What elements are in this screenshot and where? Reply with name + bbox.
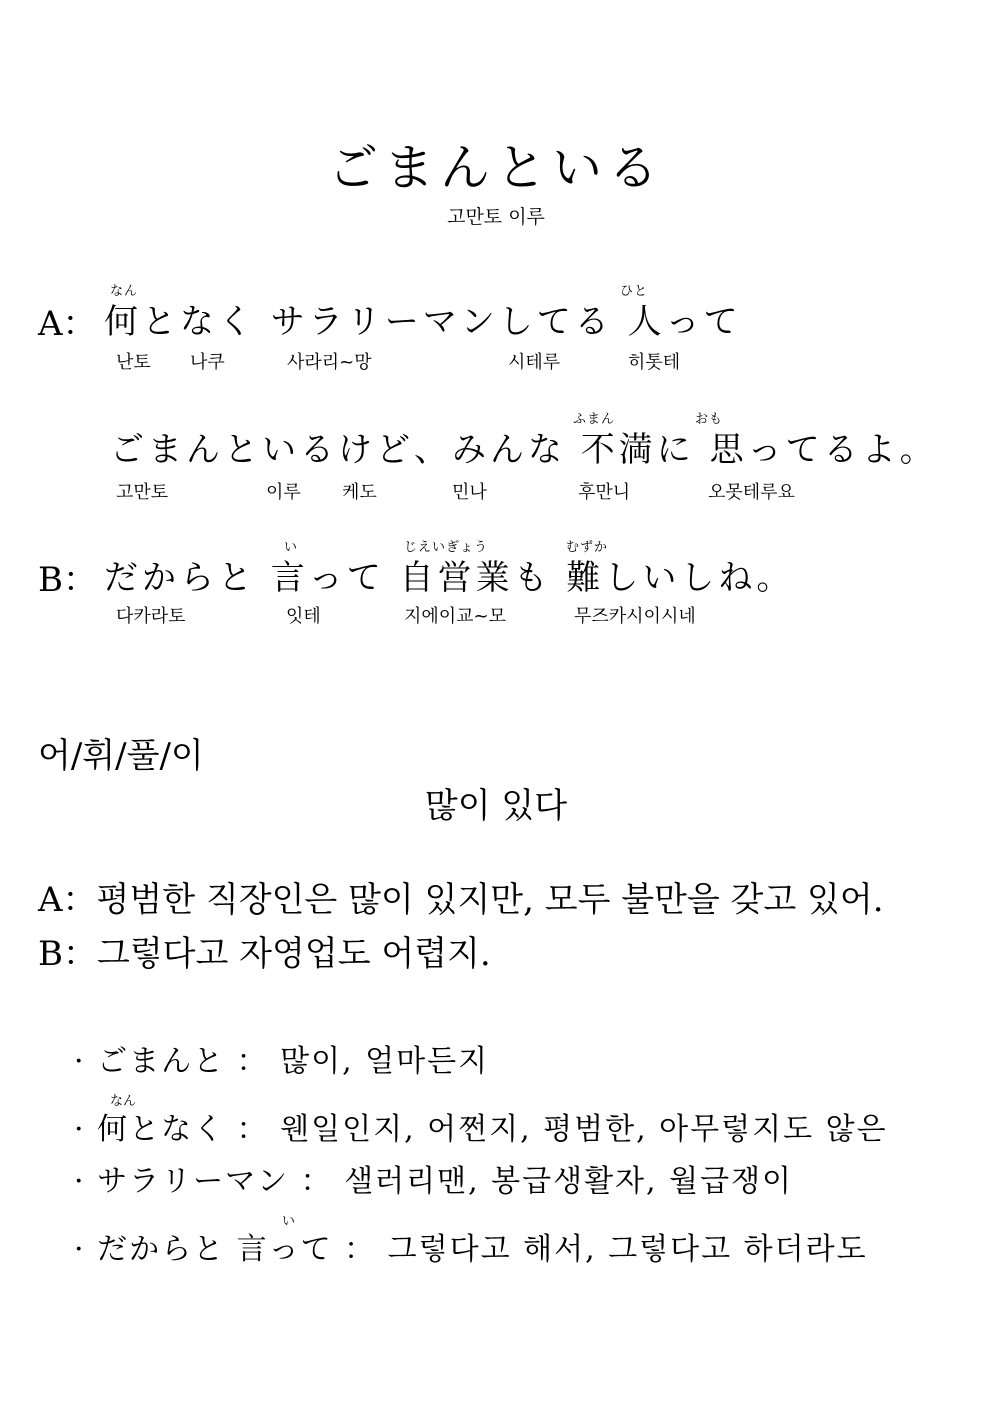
bullet-item-salaryman: · サラリーマン ： 샐러리맨, 봉급생활자, 월급쟁이 xyxy=(74,1164,794,1199)
reading-b-2: 지에이교~모 xyxy=(404,606,507,627)
bullet-ruby-i: い xyxy=(282,1214,296,1229)
reading-a1-0: 난토 xyxy=(116,352,151,373)
reading-b-0: 다카라토 xyxy=(116,606,186,627)
bullet-ruby-nan: なん xyxy=(110,1094,137,1109)
ruby-jieigyou: じえいぎょう xyxy=(404,540,489,555)
ruby-omo: おも xyxy=(695,412,724,427)
reading-a1-2: 사라리~망 xyxy=(287,352,372,373)
vocab-gloss: 많이 있다 xyxy=(424,786,568,826)
bullet-item-dakarato: · だからと 言って ： 그렇다고 해서, 그렇다고 하더라도 xyxy=(74,1232,868,1267)
bullet-item-nantonaku: · 何となく ： 웬일인지, 어쩐지, 평범한, 아무렇지도 않은 xyxy=(74,1112,888,1147)
reading-a2-3: 민나 xyxy=(452,482,487,503)
vocab-heading: 어/휘/풀/이 xyxy=(38,736,204,776)
ruby-nan: なん xyxy=(110,284,139,299)
reading-a2-1: 이루 xyxy=(266,482,301,503)
page-title: ごまんといる xyxy=(328,139,664,197)
reading-b-3: 무즈카시이시네 xyxy=(574,606,696,627)
reading-a2-4: 후만니 xyxy=(578,482,631,503)
reading-a1-3: 시테루 xyxy=(508,352,561,373)
reading-b-1: 잇테 xyxy=(286,606,321,627)
reading-a2-2: 케도 xyxy=(342,482,377,503)
reading-a1-4: 히톳테 xyxy=(628,352,681,373)
translation-b: B：그렇다고 자영업도 어렵지. xyxy=(38,934,491,974)
page-subtitle: 고만토 이루 xyxy=(447,206,545,228)
dialogue-a-line2: ごまんといるけど、みんな 不満に 思ってるよ。 xyxy=(110,430,938,470)
bullet-item-gomanto: · ごまんと ： 많이, 얼마든지 xyxy=(74,1044,490,1079)
ruby-muzuka: むずか xyxy=(566,540,609,555)
ruby-hito: ひと xyxy=(620,284,649,299)
reading-a1-1: 나쿠 xyxy=(190,352,225,373)
translation-a: A：평범한 직장인은 많이 있지만, 모두 불만을 갖고 있어. xyxy=(38,880,884,920)
ruby-fuman: ふまん xyxy=(573,412,616,427)
dialogue-a-line1: 何となく サラリーマンしてる 人って xyxy=(104,302,742,342)
reading-a2-0: 고만토 xyxy=(116,482,169,503)
reading-a2-5: 오못테루요 xyxy=(708,482,795,503)
dialogue-b-line: だからと 言って 自営業も 難しいしね。 xyxy=(104,558,795,598)
speaker-a: A： xyxy=(38,304,97,344)
ruby-i: い xyxy=(284,540,299,555)
speaker-b: B： xyxy=(38,560,97,600)
